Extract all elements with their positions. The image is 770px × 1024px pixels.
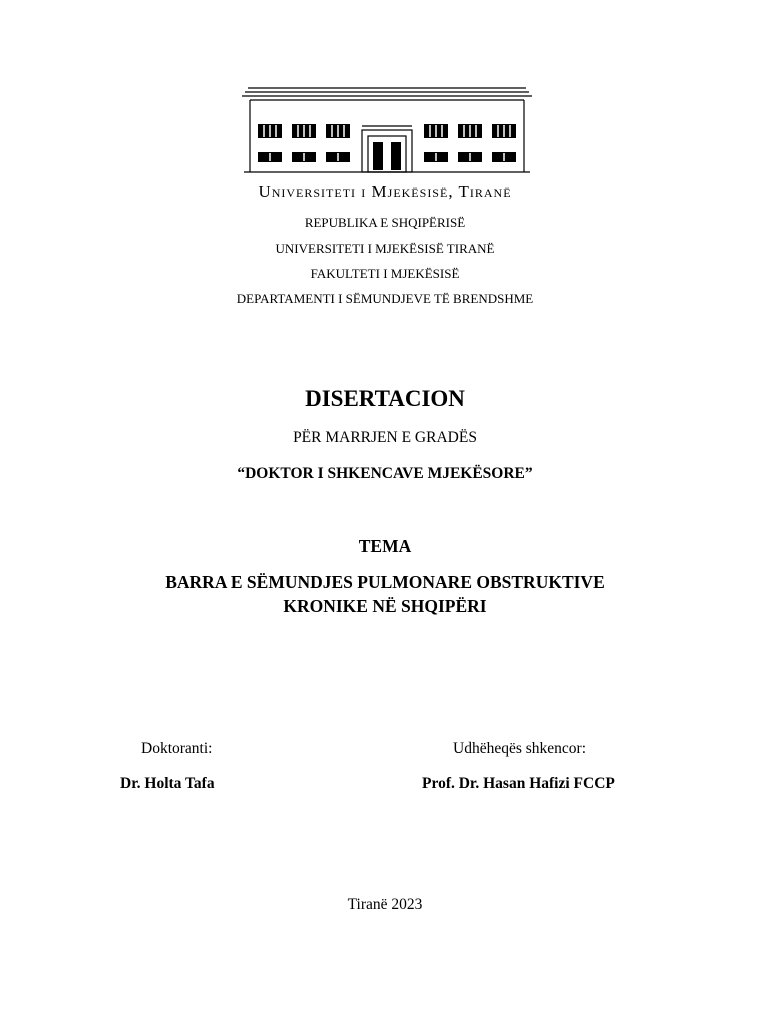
theme-label: TEMA xyxy=(358,536,412,556)
university-logo-caption: Universiteti i Mjekësisë, Tiranë xyxy=(258,182,512,201)
place-and-year: Tiranë 2023 xyxy=(347,896,423,913)
theme-title-line1: BARRA E SËMUNDJES PULMONARE OBSTRUKTIVE xyxy=(165,572,605,592)
header-faculty: FAKULTETI I MJEKËSISË xyxy=(310,266,460,281)
header-university: UNIVERSITETI I MJEKËSISË TIRANË xyxy=(275,241,495,256)
supervisor-name: Prof. Dr. Hasan Hafizi FCCP xyxy=(422,775,615,792)
header-department: DEPARTAMENTI I SËMUNDJEVE TË BRENDSHME xyxy=(236,291,534,306)
candidate-label: Doktoranti: xyxy=(141,740,213,757)
header-republic: REPUBLIKA E SHQIPËRISË xyxy=(304,215,466,230)
supervisor-label: Udhëheqës shkencor: xyxy=(453,740,586,757)
theme-title-line2: KRONIKE NË SHQIPËRI xyxy=(283,596,487,616)
candidate-name: Dr. Holta Tafa xyxy=(120,775,215,792)
document-subtitle: PËR MARRJEN E GRADËS xyxy=(293,429,477,446)
document-title: DISERTACION xyxy=(305,386,465,411)
degree-name: “DOKTOR I SHKENCAVE MJEKËSORE” xyxy=(237,465,533,482)
